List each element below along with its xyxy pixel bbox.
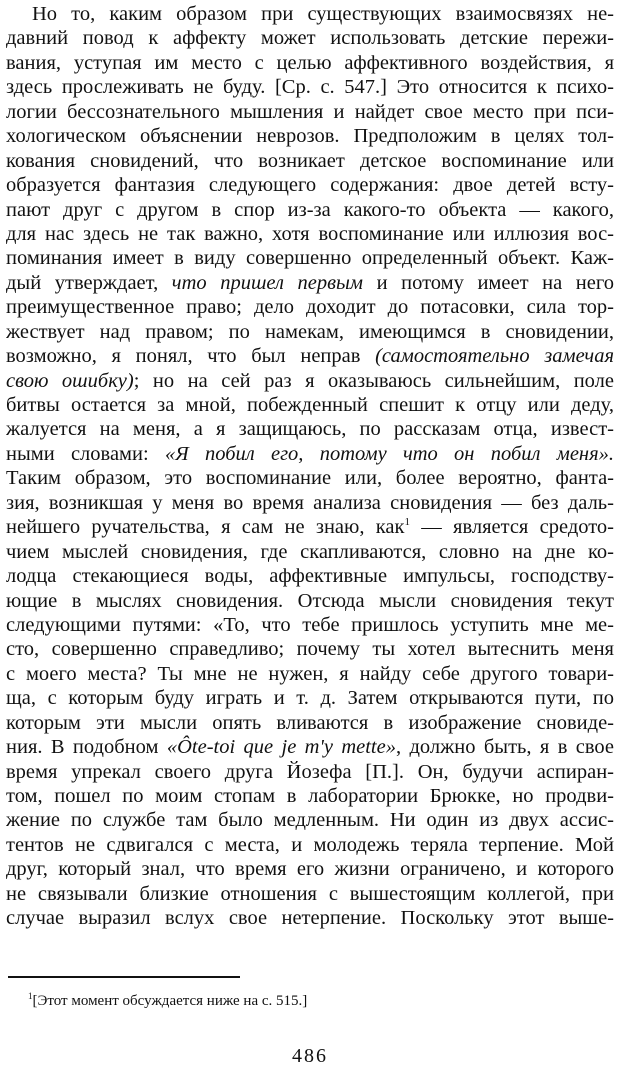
main-text (6, 2, 614, 931)
text-line: друг, который знал, что время его жизни ограничено, и которого (6, 858, 614, 881)
text-line: давний повод к аффекту может использовать детские пережи- (6, 27, 614, 50)
text-line (6, 344, 614, 368)
text-line: том, пошел по моим стопам в лаборатории Брюкке, но продви- (6, 785, 614, 807)
text-line: хологическом объяснении неврозов. Предположим в целях тол- (6, 125, 614, 148)
text-line: Но то, каким образом при существующих взаимосвязях не- (32, 3, 614, 25)
footnote-marker: 1 (28, 991, 33, 1001)
text-line: пают друг с другом в спор из-за какого-то объекта — какого, (6, 198, 614, 221)
text-line (6, 271, 614, 295)
italic-quote: «Я побил его, потому что он побил меня». (164, 442, 614, 465)
text-run: возможно, я понял, что был неправ (6, 345, 376, 368)
text-run: ; но на сей раз я оказываюсь сильнейшим, поле (133, 369, 614, 392)
text-run: нейшего ручательства, я сам не знаю, как (6, 516, 405, 539)
page-number: 486 (292, 1045, 328, 1067)
text-line (6, 442, 614, 466)
text-run: — является средото- (409, 516, 614, 539)
text-line: сто, совершенно справедливо; почему ты хотел вытеснить меня (6, 638, 614, 661)
text-run: , должно быть, я в свое (395, 736, 614, 759)
text-line: образуется фантазия следующего содержания: двое детей всту- (6, 174, 614, 197)
text-line: следующими путями: «То, что тебе пришлось уступить мне ме- (6, 613, 614, 636)
text-line: Таким образом, это воспоминание или, более вероятно, фанта- (6, 467, 614, 490)
text-line: логии бессознательного мышления и найдет свое место при пси- (6, 100, 614, 123)
text-run: и потому имеет на него (363, 271, 614, 294)
text-line (6, 515, 614, 539)
text-line: лодца стекающиеся воды, аффективные импульсы, господству- (6, 565, 614, 588)
text-line: ща, с которым буду играть и т. д. Затем открываются пути, по (6, 687, 614, 710)
text-line: кования сновидений, что возникает детское воспоминание или (6, 149, 614, 172)
text-line: зия, возникшая у меня во время анализа сновидения — без даль- (6, 491, 614, 514)
text-line: преимущественное право; дело доходит до потасовки, сила тор- (6, 296, 614, 319)
text-line: не связывали близкие отношения с вышестоящим коллегой, при (6, 882, 614, 905)
text-line: с моего места? Ты мне не нужен, я найду себе другого товари- (6, 662, 614, 685)
text-line: чием мыслей сновидения, где скапливаются, словно на дне ко- (6, 540, 614, 563)
text-line: случае выразил вслух свое нетерпение. Поскольку этот выше- (6, 907, 614, 930)
text-line: здесь прослеживать не буду. [Ср. с. 547.] Это относится к психо- (6, 76, 614, 99)
footnote (28, 992, 307, 1010)
italic-text: что пришел первым (171, 271, 364, 294)
footnote-divider (8, 976, 240, 978)
text-line: жалуется на меня, а я защищаюсь, по рассказам отца, извест- (6, 418, 614, 441)
text-line (6, 735, 614, 759)
text-line: битвы остается за мной, побежденный спешит к отцу или деду, (6, 394, 614, 416)
italic-quote: «Ôte-toi que je m'y mette» (166, 736, 396, 759)
text-line (6, 369, 614, 393)
text-run: ными словами: (6, 442, 165, 465)
text-line: жение по службе там было медленным. Ни один из двух ассис- (6, 809, 614, 832)
text-line: время упрекал своего друга Йозефа [П.]. Он, будучи аспиран- (6, 760, 614, 783)
text-line: ющие в мыслях сновидения. Отсюда мысли сновидения текут (6, 589, 614, 612)
text-line: для нас здесь не так важно, хотя воспоминание или иллюзия вос- (6, 222, 614, 245)
text-run: дый утверждает, (6, 271, 172, 294)
italic-text: (самостоятельно замечая (375, 345, 614, 368)
text-line: которым эти мысли опять вливаются в изображение сновиде- (6, 711, 614, 734)
text-line: вания, уступая им место с целью аффективного воздействия, я (6, 51, 614, 74)
text-line: жествует над правом; по намекам, имеющимся в сновидении, (6, 320, 614, 343)
text-run: ния. В подобном (6, 736, 167, 759)
footnote-text: [Этот момент обсуждается ниже на с. 515.] (32, 993, 308, 1009)
text-line: поминания имеет в виду совершенно определенный объект. Каж- (6, 247, 614, 270)
italic-text: свою ошибку) (6, 369, 134, 392)
footnote-marker: 1 (404, 516, 410, 529)
text-line: тентов не сдвигался с места, и молодежь теряла терпение. Мой (6, 833, 614, 856)
